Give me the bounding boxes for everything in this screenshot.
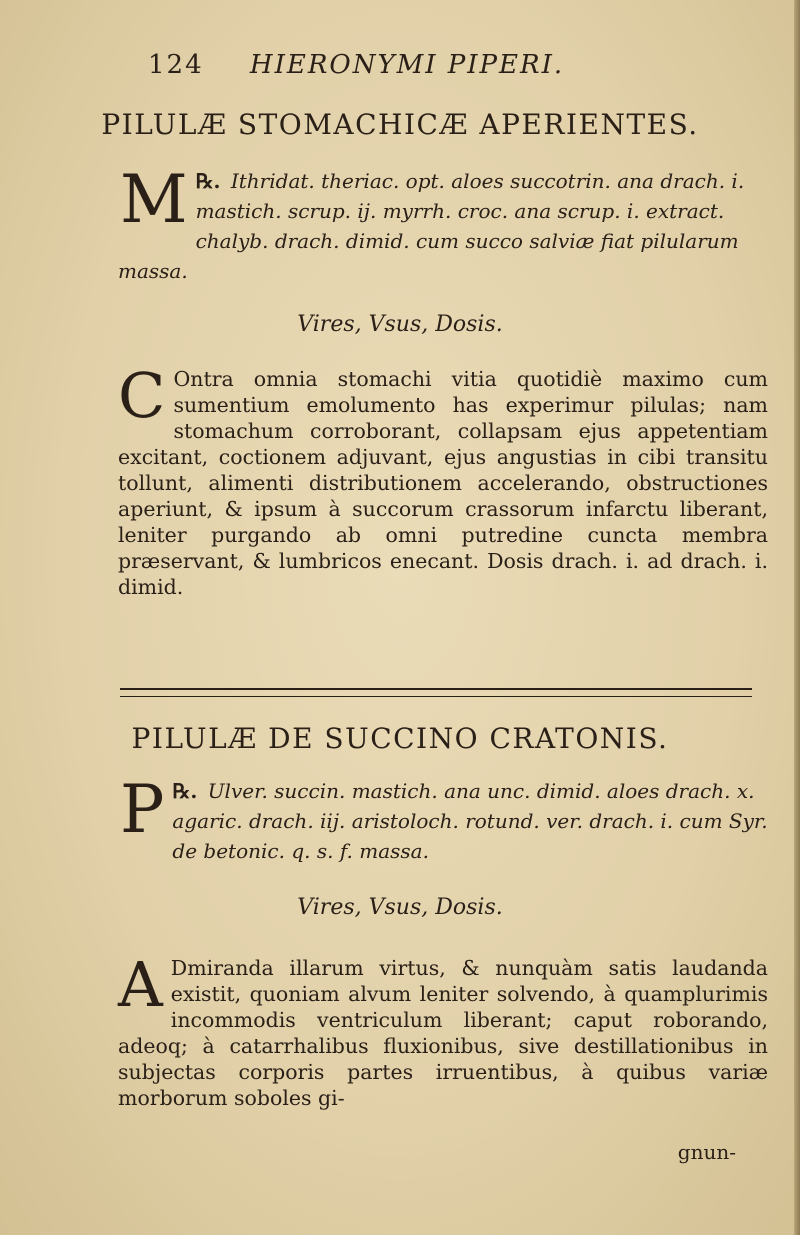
recipe-succino — [118, 771, 768, 866]
section-title-succino: PILULÆ DE SUCCINO CRATONIS. — [131, 722, 669, 755]
recipe-text: Ulver. succin. mastich. ana unc. dimid. aloes drach. x. agaric. drach. iij. aristoloch. rotund. ver. drach. i. cum Syr. de betonic. q. s. f. massa. — [172, 779, 768, 863]
section-divider-rule — [120, 688, 752, 697]
paragraph-text: Ontra omnia stomachi vitia quotidiè maximo cum sumentium emolumento has experimur pilulas; nam stomachum corroborant, collapsam ejus appetentiam excitant, coctionem adjuvant, ejus angustias in cibi transitu tollunt, alimenti distributionem accelerando, obstructiones aperiunt, & ipsum à succorum crassorum infarctu liberant, leniter purgando ab omni putredine cuncta membra præservant, & lumbricos enecant. Dosis drach. i. ad drach. i. dimid. — [118, 367, 768, 599]
recipe-dropcap: M — [120, 161, 188, 238]
paragraph-text: Dmiranda illarum virtus, & nunquàm satis laudanda existit, quoniam alvum leniter solvendo, à quamplurimis incommodis ventriculum liberant; caput roborando, adeoq; à catarrhalibus fluxionibus, sive destillationibus in subjectas corporis partes irruentibus, à quibus variæ morborum soboles gi- — [118, 956, 768, 1110]
recipe-text: Ithridat. theriac. opt. aloes succotrin. ana drach. i. mastich. scrup. ij. myrrh. croc. ana scrup. i. extract. chalyb. drach. dimid. cum succo salviæ fiat pilularum massa. — [118, 169, 745, 283]
recipe-dropcap: P — [120, 771, 165, 848]
subheading-vires-usus-dosis: Vires, Vsus, Dosis. — [297, 895, 503, 920]
running-title: HIERONYMI PIPERI. — [249, 50, 565, 80]
running-header — [148, 50, 800, 80]
paragraph-dropcap: A — [118, 948, 163, 1021]
catchword: gnun- — [677, 1140, 736, 1164]
page-number: 124 — [148, 50, 204, 80]
recipe-symbol: ℞. — [172, 779, 198, 803]
section-title-stomachicae: PILULÆ STOMACHICÆ APERIENTES. — [101, 108, 699, 141]
paragraph-dropcap: C — [118, 359, 166, 432]
recipe-symbol: ℞. — [195, 169, 221, 193]
recipe-stomachicae — [118, 161, 768, 286]
page-edge-shadow — [794, 0, 800, 1235]
paragraph-succino — [118, 948, 768, 1111]
subheading-vires-usus-dosis: Vires, Vsus, Dosis. — [297, 312, 503, 337]
paragraph-stomachicae — [118, 359, 768, 600]
